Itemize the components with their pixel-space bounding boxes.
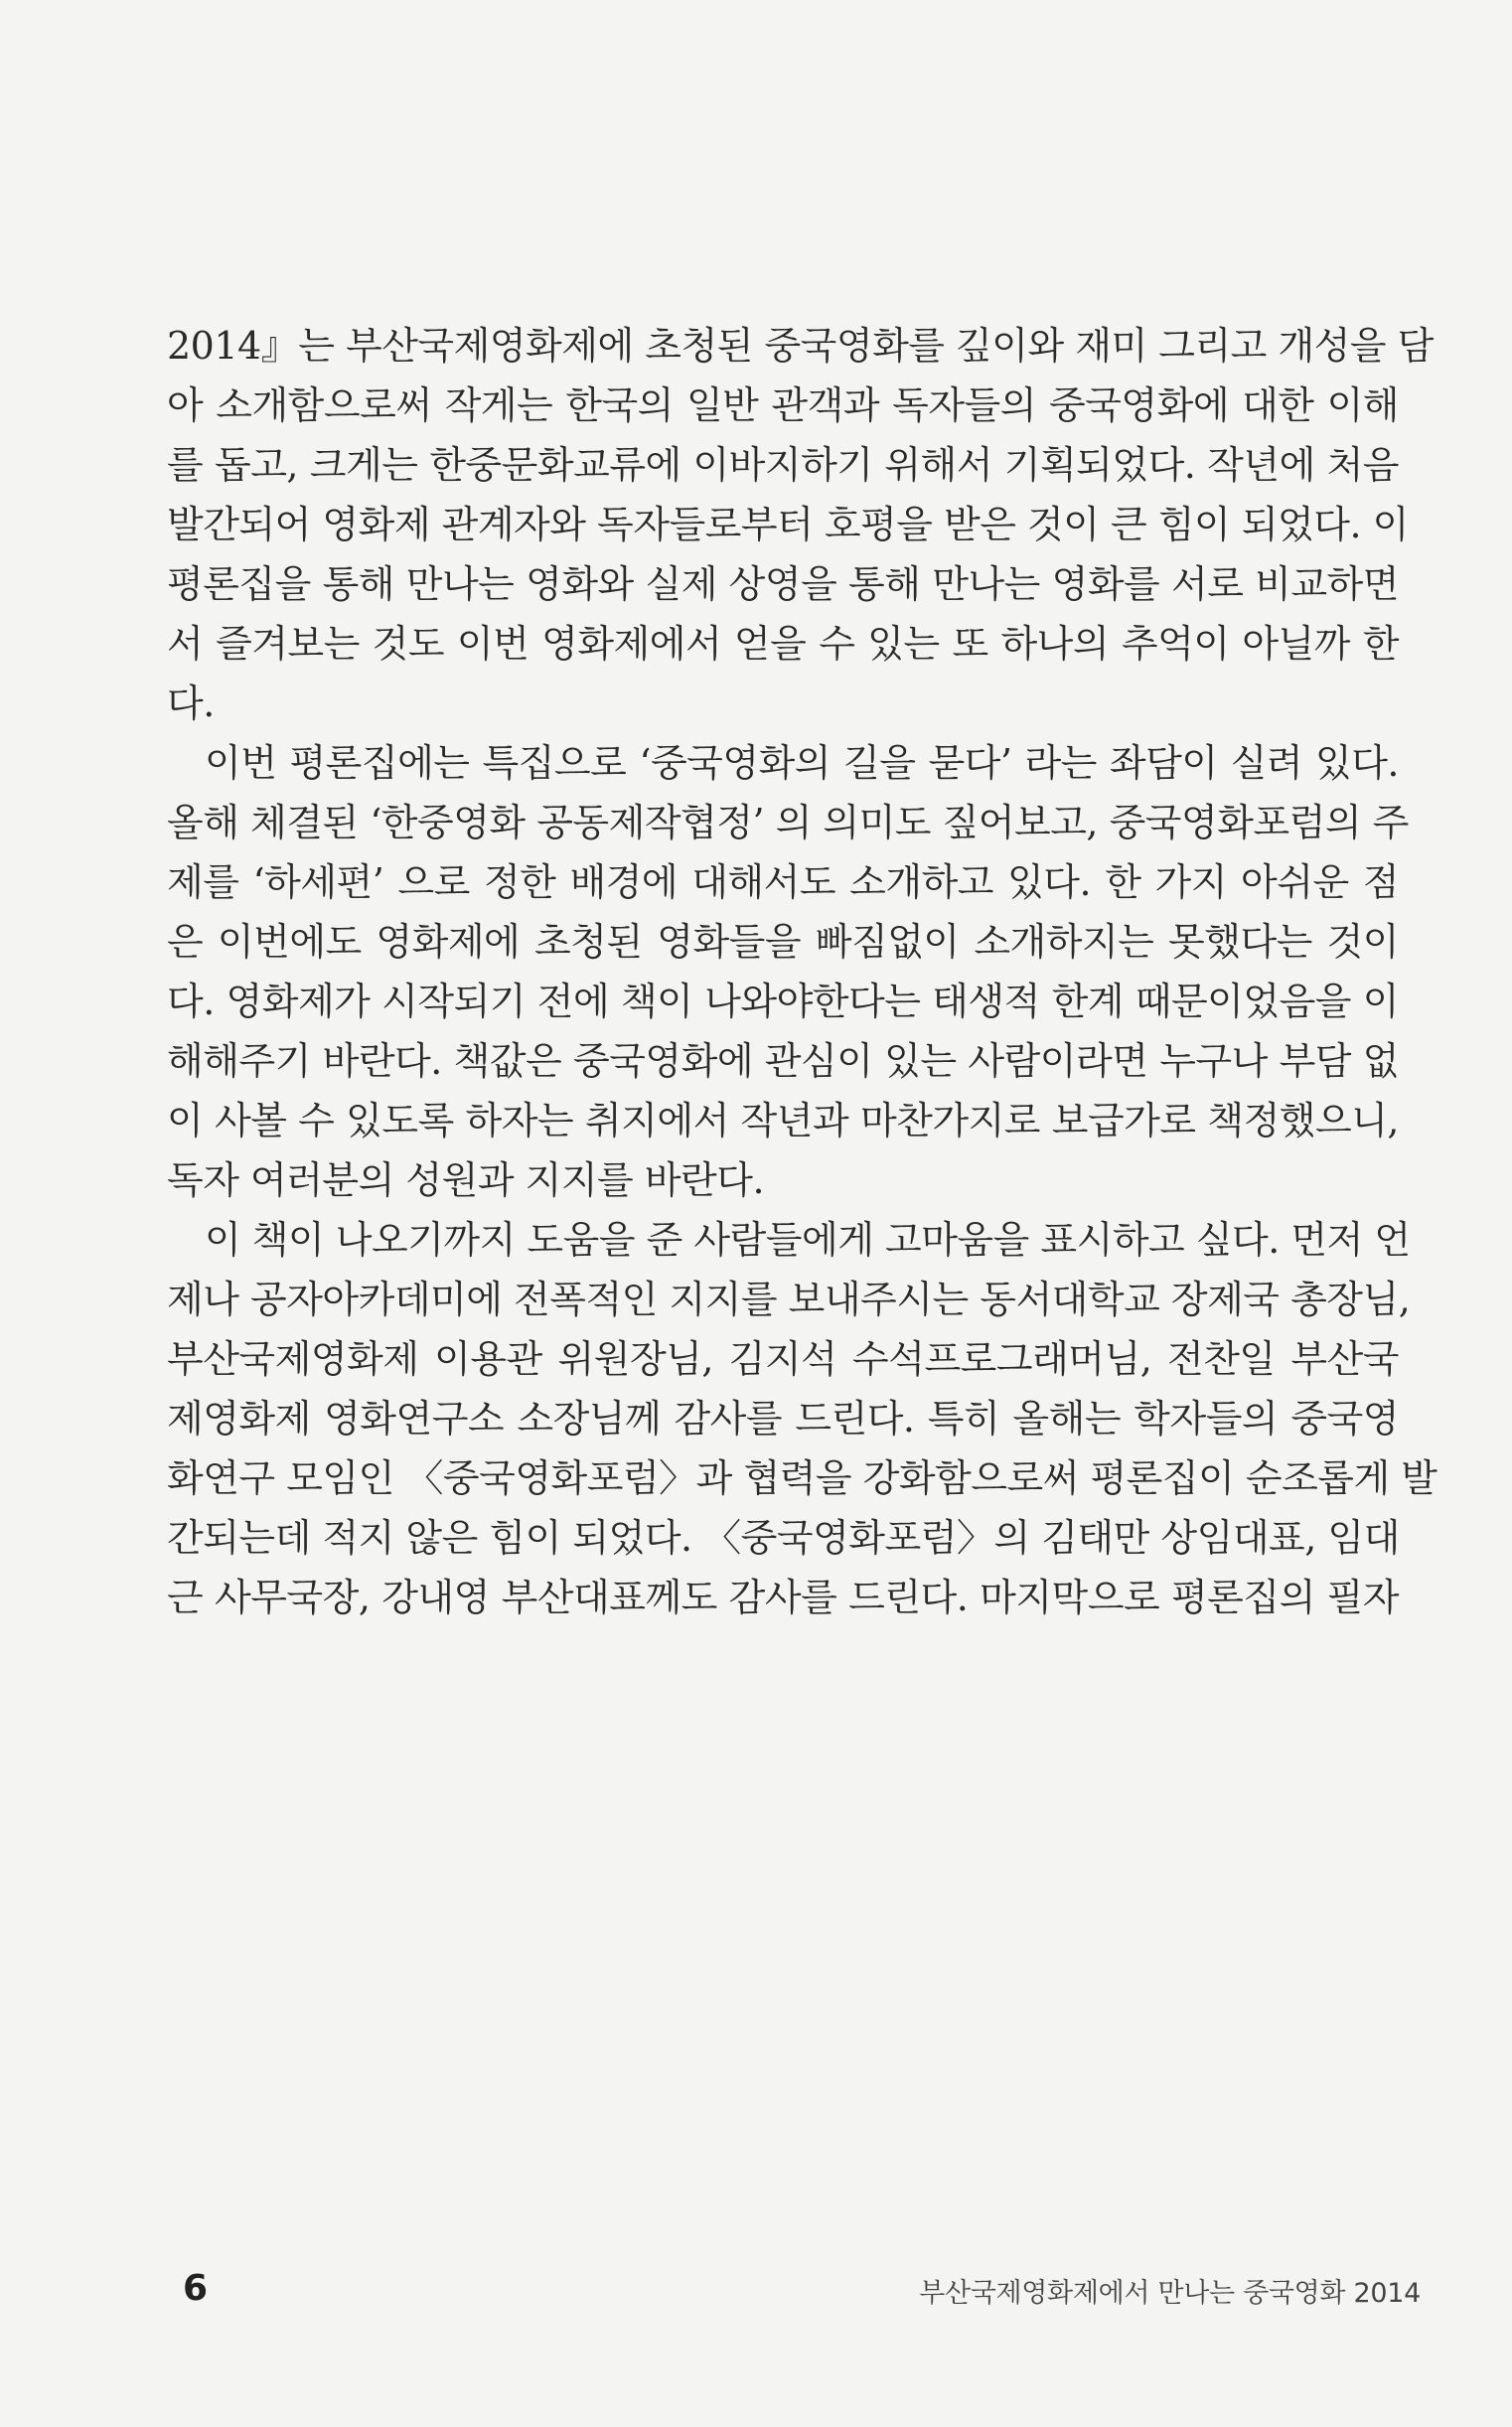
text-line: 제나 공자아카데미에 전폭적인 지지를 보내주시는 동서대학교 장제국 총장님, — [167, 1278, 1411, 1321]
text-line: 올해 체결된 ‘한중영화 공동제작협정’ 의 의미도 짚어보고, 중국영화포럼의 주 — [167, 801, 1409, 844]
page-number: 6 — [183, 2268, 209, 2309]
body-text — [167, 316, 1437, 1627]
paragraph-1 — [167, 316, 1434, 733]
text-line: 제를 ‘하세편’ 으로 정한 배경에 대해서도 소개하고 있다. 한 가지 아쉬운 점 — [167, 860, 1399, 904]
text-line: 은 이번에도 영화제에 초청된 영화들을 빠짐없이 소개하지는 못했다는 것이 — [167, 920, 1399, 964]
text-line: 제영화제 영화연구소 소장님께 감사를 드린다. 특히 올해는 학자들의 중국영 — [167, 1397, 1399, 1441]
text-line: 를 돕고, 크게는 한중문화교류에 이바지하기 위해서 기획되었다. 작년에 처음 — [167, 443, 1399, 487]
running-title: 부산국제영화제에서 만나는 중국영화 2014 — [919, 2278, 1421, 2309]
text-line: 간되는데 적지 않은 힘이 되었다. 〈중국영화포럼〉의 김태만 상임대표, 임대 — [167, 1516, 1400, 1560]
text-line: 이 책이 나오기까지 도움을 준 사람들에게 고마움을 표시하고 싶다. 먼저 언 — [205, 1218, 1411, 1262]
text-line: 다. 영화제가 시작되기 전에 책이 나와야한다는 태생적 한계 때문이었음을 이 — [167, 980, 1399, 1023]
text-line: 독자 여러분의 성원과 지지를 바란다. — [167, 1158, 765, 1202]
text-line: 화연구 모임인 〈중국영화포럼〉과 협력을 강화함으로써 평론집이 순조롭게 발 — [167, 1456, 1437, 1500]
text-line: 2014』는 부산국제영화제에 초청된 중국영화를 깊이와 재미 그리고 개성을 담 — [167, 324, 1434, 368]
text-line: 서 즐겨보는 것도 이번 영화제에서 얻을 수 있는 또 하나의 추억이 아닐까 한 — [167, 622, 1399, 666]
text-line: 근 사무국장, 강내영 부산대표께도 감사를 드린다. 마지막으로 평론집의 필자 — [167, 1576, 1399, 1619]
text-line: 이번 평론집에는 특집으로 ‘중국영화의 길을 묻다’ 라는 좌담이 실려 있다. — [205, 741, 1399, 785]
text-line: 평론집을 통해 만나는 영화와 실제 상영을 통해 만나는 영화를 서로 비교하면 — [167, 562, 1399, 606]
text-line: 해해주기 바란다. 책값은 중국영화에 관심이 있는 사람이라면 누구나 부담 없 — [167, 1039, 1399, 1083]
text-line: 부산국제영화제 이용관 위원장님, 김지석 수석프로그래머님, 전찬일 부산국 — [167, 1337, 1399, 1381]
text-line: 발간되어 영화제 관계자와 독자들로부터 호평을 받은 것이 큰 힘이 되었다. 이 — [167, 503, 1409, 546]
text-line: 이 사볼 수 있도록 하자는 취지에서 작년과 마찬가지로 보급가로 책정했으니, — [167, 1099, 1399, 1142]
paragraph-3 — [167, 1210, 1437, 1627]
paragraph-2 — [167, 733, 1409, 1210]
text-line: 다. — [167, 682, 215, 725]
text-line: 아 소개함으로써 작게는 한국의 일반 관객과 독자들의 중국영화에 대한 이해 — [167, 383, 1399, 427]
